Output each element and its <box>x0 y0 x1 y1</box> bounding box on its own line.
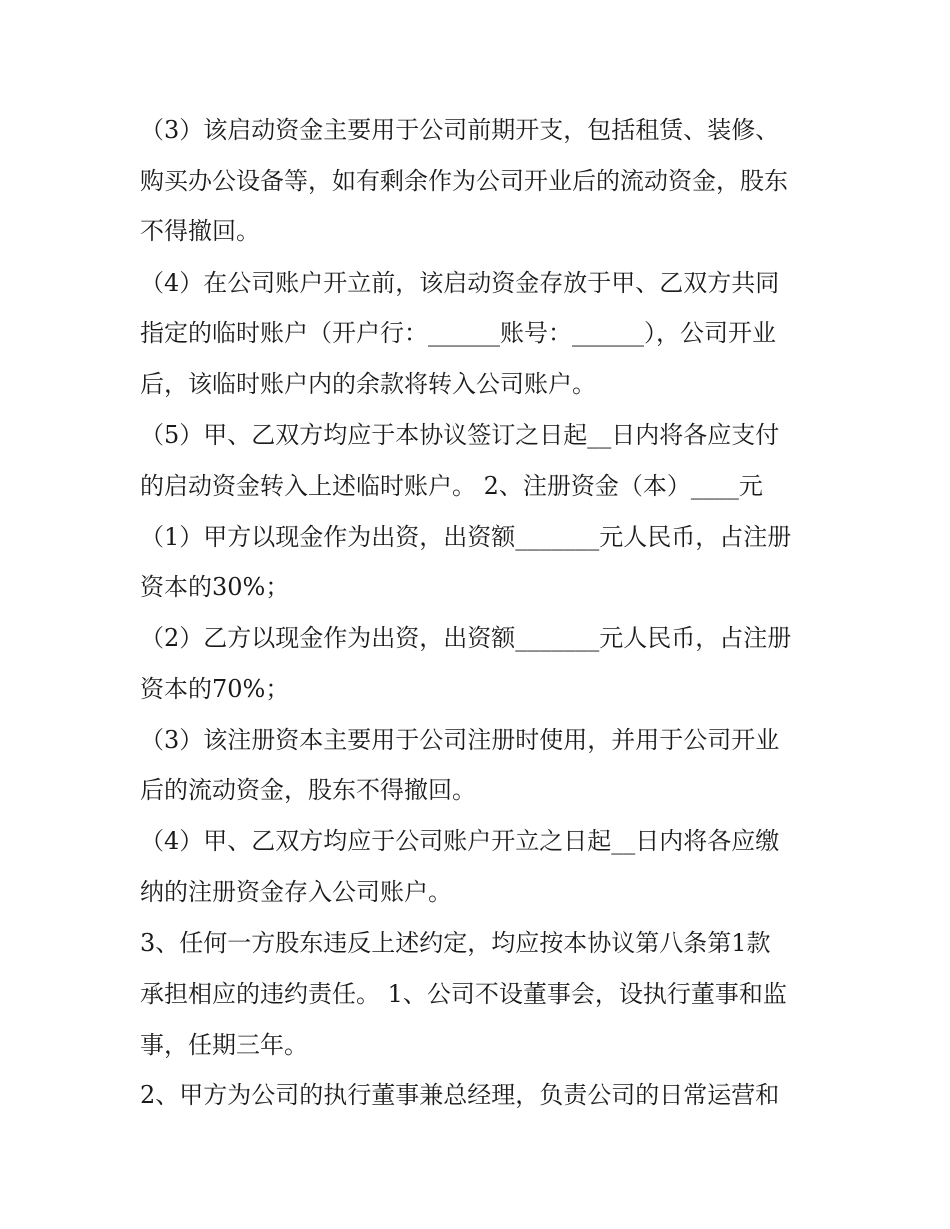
paragraph-line: （3）该启动资金主要用于公司前期开支，包括租赁、装修、 <box>140 116 780 144</box>
paragraph-line: 的启动资金转入上述临时账户。 2、注册资金（本）____元 <box>140 472 763 500</box>
paragraph-line: （4）在公司账户开立前，该启动资金存放于甲、乙双方共同 <box>140 269 780 297</box>
paragraph-line: 后，该临时账户内的余款将转入公司账户。 <box>140 370 596 398</box>
paragraph-line: 2、甲方为公司的执行董事兼总经理，负责公司的日常运营和 <box>140 1081 780 1109</box>
paragraph-line: 事，任期三年。 <box>140 1031 308 1059</box>
paragraph-line: 资本的30%； <box>140 573 290 601</box>
paragraph-line: 不得撤回。 <box>140 217 260 245</box>
paragraph-line: 资本的70%； <box>140 675 290 703</box>
paragraph-line: 纳的注册资金存入公司账户。 <box>140 878 452 906</box>
paragraph-line: 后的流动资金，股东不得撤回。 <box>140 776 476 804</box>
paragraph-line: （4）甲、乙双方均应于公司账户开立之日起__日内将各应缴 <box>140 827 780 855</box>
paragraph-line: （3）该注册资本主要用于公司注册时使用，并用于公司开业 <box>140 726 780 754</box>
paragraph-line: （5）甲、乙双方均应于本协议签订之日起__日内将各应支付 <box>140 421 780 449</box>
paragraph-line: 指定的临时账户（开户行：______账号：______），公司开业 <box>140 319 776 347</box>
paragraph-line: 3、任何一方股东违反上述约定，均应按本协议第八条第1款 <box>140 929 771 957</box>
paragraph-line: （2）乙方以现金作为出资，出资额_______元人民币，占注册 <box>140 624 792 652</box>
paragraph-line: 购买办公设备等，如有剩余作为公司开业后的流动资金，股东 <box>140 167 788 195</box>
paragraph-line: 承担相应的违约责任。 1、公司不设董事会，设执行董事和监 <box>140 980 787 1008</box>
paragraph-line: （1）甲方以现金作为出资，出资额_______元人民币，占注册 <box>140 523 792 551</box>
